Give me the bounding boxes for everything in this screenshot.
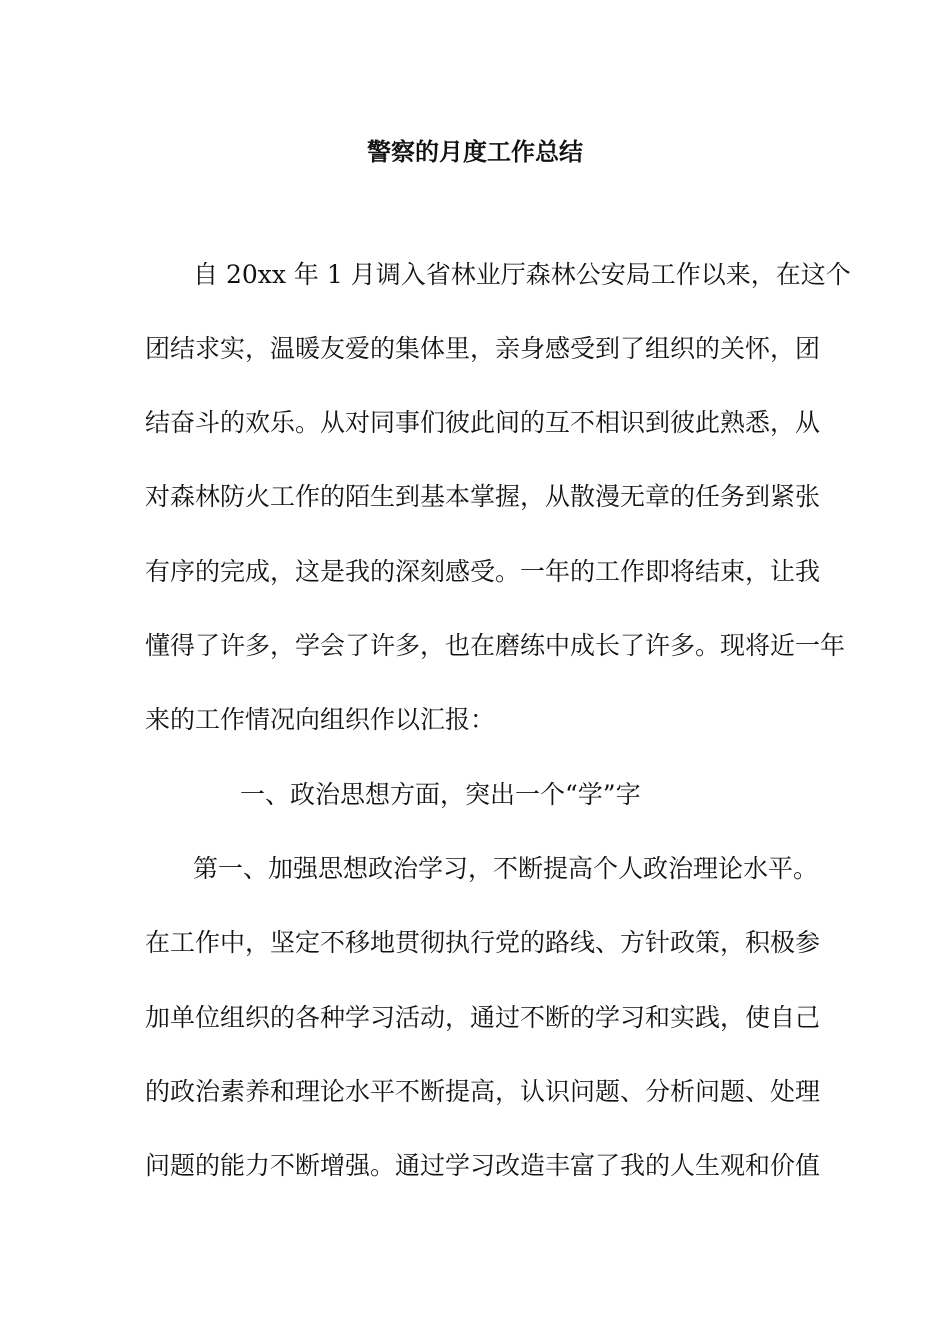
- section-heading: 一、政治思想方面，突出一个“学”字: [240, 780, 641, 809]
- document-title: 警察的月度工作总结: [367, 137, 583, 166]
- paragraph-line: 第一、加强思想政治学习，不断提高个人政治理论水平。: [193, 854, 819, 883]
- paragraph-line: 的政治素养和理论水平不断提高，认识问题、分析问题、处理: [145, 1077, 821, 1106]
- paragraph-line: 自 20xx 年 1 月调入省林业厅森林公安局工作以来，在这个: [193, 260, 851, 289]
- paragraph-line: 加单位组织的各种学习活动，通过不断的学习和实践，使自己: [145, 1003, 821, 1032]
- paragraph-line: 团结求实，温暖友爱的集体里，亲身感受到了组织的关怀，团: [145, 334, 821, 363]
- paragraph-line: 对森林防火工作的陌生到基本掌握，从散漫无章的任务到紧张: [145, 482, 821, 511]
- paragraph-line: 在工作中，坚定不移地贯彻执行党的路线、方针政策，积极参: [145, 928, 821, 957]
- paragraph-line: 结奋斗的欢乐。从对同事们彼此间的互不相识到彼此熟悉，从: [145, 408, 821, 437]
- paragraph-line: 来的工作情况向组织作以汇报：: [145, 705, 496, 734]
- paragraph-line: 有序的完成，这是我的深刻感受。一年的工作即将结束，让我: [145, 557, 821, 586]
- paragraph-line: 问题的能力不断增强。通过学习改造丰富了我的人生观和价值: [145, 1151, 821, 1180]
- paragraph-line: 懂得了许多，学会了许多，也在磨练中成长了许多。现将近一年: [145, 631, 846, 660]
